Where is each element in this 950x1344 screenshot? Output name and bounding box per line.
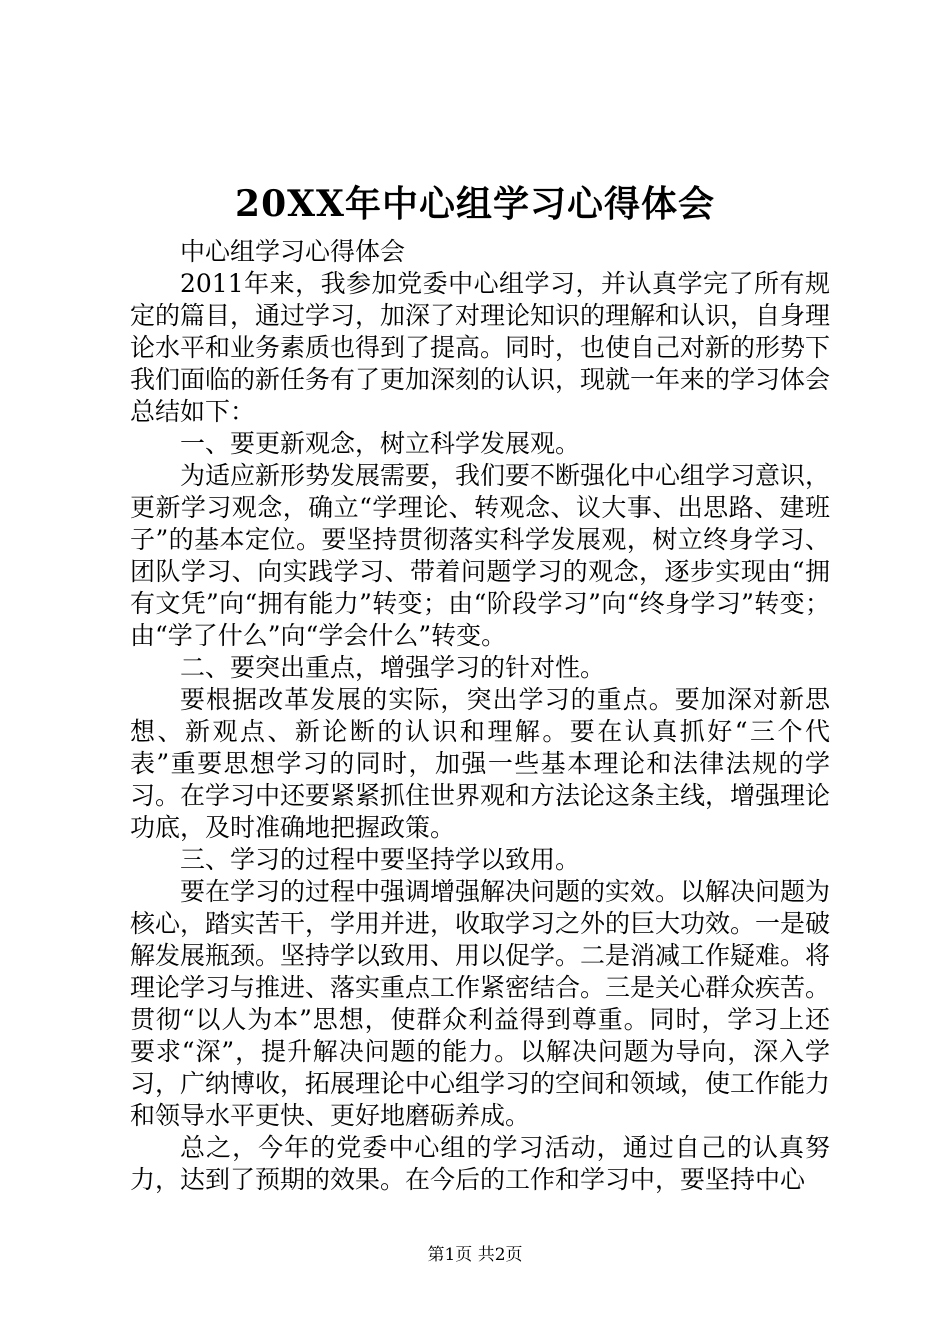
paragraph-subtitle: 中心组学习心得体会 bbox=[180, 237, 406, 266]
paragraph-conclusion: 总之，今年的党委中心组的学习活动，通过自己的认真努力，达到了预期的效果。在今后的工作和学习中，要坚持中心 bbox=[130, 1133, 830, 1194]
paragraph-section-3: 要在学习的过程中强调增强解决问题的实效。以解决问题为核心，踏实苦干，学用并进，收取学习之外的巨大功效。一是破解发展瓶颈。坚持学以致用、用以促学。二是消减工作疑难。将理论学习与推进、落实重点工作紧密结合。三是关心群众疾苦。贯彻“以人为本”思想，使群众利益得到尊重。同时，学习上还要求“深”，提升解决问题的能力。以解决问题为导向，深入学习，广纳博收，拓展理论中心组学习的空间和领域，使工作能力和领导水平更快、更好地磨砺养成。 bbox=[130, 877, 831, 1130]
paragraph-section-1: 为适应新形势发展需要，我们要不断强化中心组学习意识，更新学习观念，确立“学理论、转观念、议大事、出思路、建班子”的基本定位。要坚持贯彻落实科学发展观，树立终身学习、团队学习、向实践学习、带着问题学习的观念，逐步实现由“拥有文凭”向“拥有能力”转变；由“阶段学习”向“终身学习”转变；由“学了什么”向“学会什么”转变。 bbox=[130, 461, 831, 650]
section-heading-1: 一、要更新观念，树立科学发展观。 bbox=[180, 429, 581, 458]
section-heading-2: 二、要突出重点，增强学习的针对性。 bbox=[180, 653, 606, 682]
section-heading-3: 三、学习的过程中要坚持学以致用。 bbox=[180, 845, 581, 874]
paragraph-section-2: 要根据改革发展的实际，突出学习的重点。要加深对新思想、新观点、新论断的认识和理解。要在认真抓好“三个代表”重要思想学习的同时，加强一些基本理论和法律法规的学习。在学习中还要紧紧抓住世界观和方法论这条主线，增强理论功底，及时准确地把握政策。 bbox=[130, 685, 831, 842]
paragraph-intro: 2011年来，我参加党委中心组学习，并认真学完了所有规定的篇目，通过学习，加深了对理论知识的理解和认识，自身理论水平和业务素质也得到了提高。同时，也使自己对新的形势下我们面临的新任务有了更加深刻的认识，现就一年来的学习体会总结如下： bbox=[130, 269, 831, 426]
document-title: 20XX年中心组学习心得体会 bbox=[235, 183, 715, 225]
page-number-footer: 第1页 共2页 bbox=[427, 1245, 523, 1265]
document-body bbox=[130, 236, 830, 1196]
